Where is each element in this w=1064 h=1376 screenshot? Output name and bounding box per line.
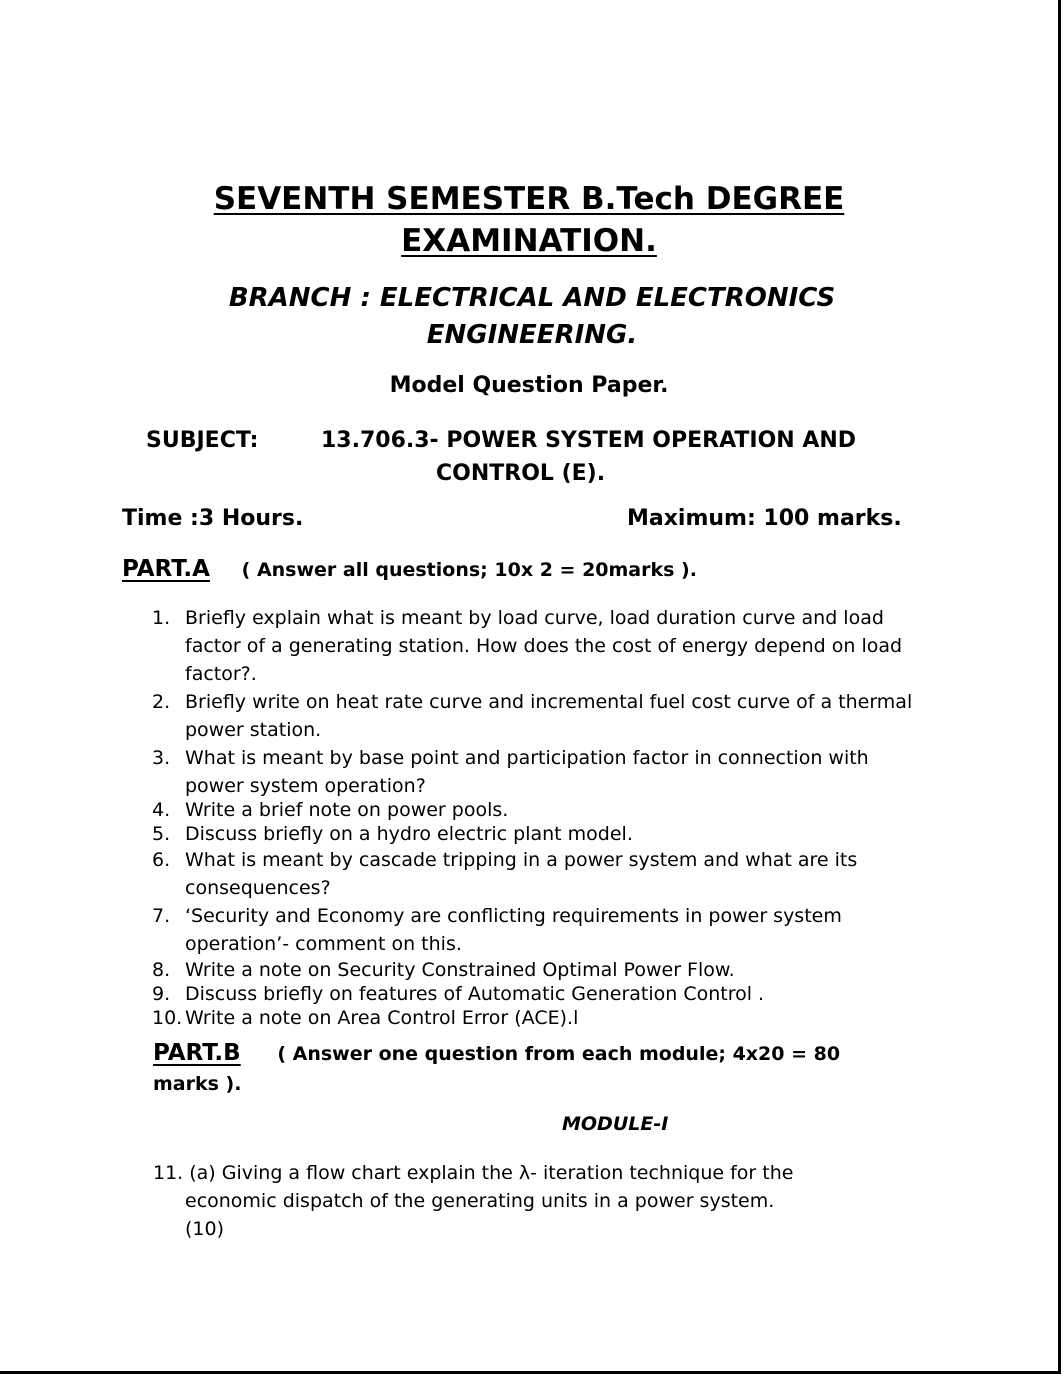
- question-text: What is meant by base point and participation factor in connection with power system operation?: [185, 747, 869, 797]
- question-11-line1: 11. (a) Giving a flow chart explain the λ- iteration technique for the: [153, 1162, 794, 1184]
- part-a-instruction: ( Answer all questions; 10x 2 = 20marks ).: [241, 559, 697, 581]
- part-a-question-list: [152, 604, 932, 1030]
- question-text: Discuss briefly on features of Automatic Generation Control .: [185, 983, 765, 1005]
- question-text: Briefly write on heat rate curve and incremental fuel cost curve of a thermal power station.: [185, 691, 913, 741]
- module-heading: MODULE-I: [562, 1113, 669, 1135]
- question-11-marks: (10): [185, 1218, 225, 1240]
- question-text: Briefly explain what is meant by load curve, load duration curve and load factor of a generating station. How does the cost of energy depend on load factor?.: [185, 607, 903, 685]
- exam-title: SEVENTH SEMESTER B.Tech DEGREE: [213, 181, 845, 217]
- question-item: 7. ‘Security and Economy are conflicting requirements in power system operation’- comment on this.: [152, 905, 842, 955]
- part-b-heading: PART.B: [153, 1040, 241, 1066]
- question-item: 5. Discuss briefly on a hydro electric plant model.: [152, 823, 633, 845]
- part-b-instruction-line1: ( Answer one question from each module; 4x20 = 80: [277, 1043, 841, 1065]
- question-item: 9. Discuss briefly on features of Automatic Generation Control .: [152, 983, 765, 1005]
- question-text: What is meant by cascade tripping in a power system and what are its consequences?: [185, 849, 858, 899]
- question-text: Write a brief note on power pools.: [185, 799, 509, 821]
- subject-line1: 13.706.3- POWER SYSTEM OPERATION AND: [321, 428, 857, 453]
- question-item: 2. Briefly write on heat rate curve and incremental fuel cost curve of a thermal power station.: [152, 691, 913, 741]
- paper-type: Model Question Paper.: [389, 373, 669, 398]
- exam-title-line2: EXAMINATION.: [401, 223, 657, 259]
- part-b-header: [153, 1038, 913, 1099]
- subject-line2: CONTROL (E).: [436, 461, 606, 486]
- maximum-marks: Maximum: 100 marks.: [627, 506, 902, 531]
- question-text: Write a note on Area Control Error (ACE).l: [185, 1007, 579, 1029]
- part-a-heading: PART.A: [122, 556, 210, 582]
- question-item: 3. What is meant by base point and participation factor in connection with power system operation?: [152, 747, 869, 797]
- question-item: 8. Write a note on Security Constrained Optimal Power Flow.: [152, 959, 735, 981]
- part-b-instruction-line2: marks ).: [153, 1073, 242, 1095]
- subject-label: SUBJECT:: [146, 428, 259, 453]
- question-11-line2: economic dispatch of the generating units in a power system.: [185, 1190, 775, 1212]
- question-item: 10. Write a note on Area Control Error (ACE).l: [152, 1007, 579, 1029]
- question-item: 4. Write a brief note on power pools.: [152, 799, 509, 821]
- branch-line2: ENGINEERING.: [426, 320, 638, 350]
- question-text: ‘Security and Economy are conflicting requirements in power system operation’- comment on this.: [185, 905, 842, 955]
- question-item: 6. What is meant by cascade tripping in a power system and what are its consequences?: [152, 849, 858, 899]
- time-duration: Time :3 Hours.: [122, 506, 304, 531]
- question-11: [153, 1159, 893, 1243]
- question-item: 1. Briefly explain what is meant by load curve, load duration curve and load factor of a generating station. How does the cost of energy depend on load factor?.: [152, 607, 903, 685]
- branch-line1: BRANCH : ELECTRICAL AND ELECTRONICS: [228, 283, 836, 313]
- question-text: Write a note on Security Constrained Optimal Power Flow.: [185, 959, 735, 981]
- question-text: Discuss briefly on a hydro electric plant model.: [185, 823, 633, 845]
- part-a-header: [122, 556, 697, 582]
